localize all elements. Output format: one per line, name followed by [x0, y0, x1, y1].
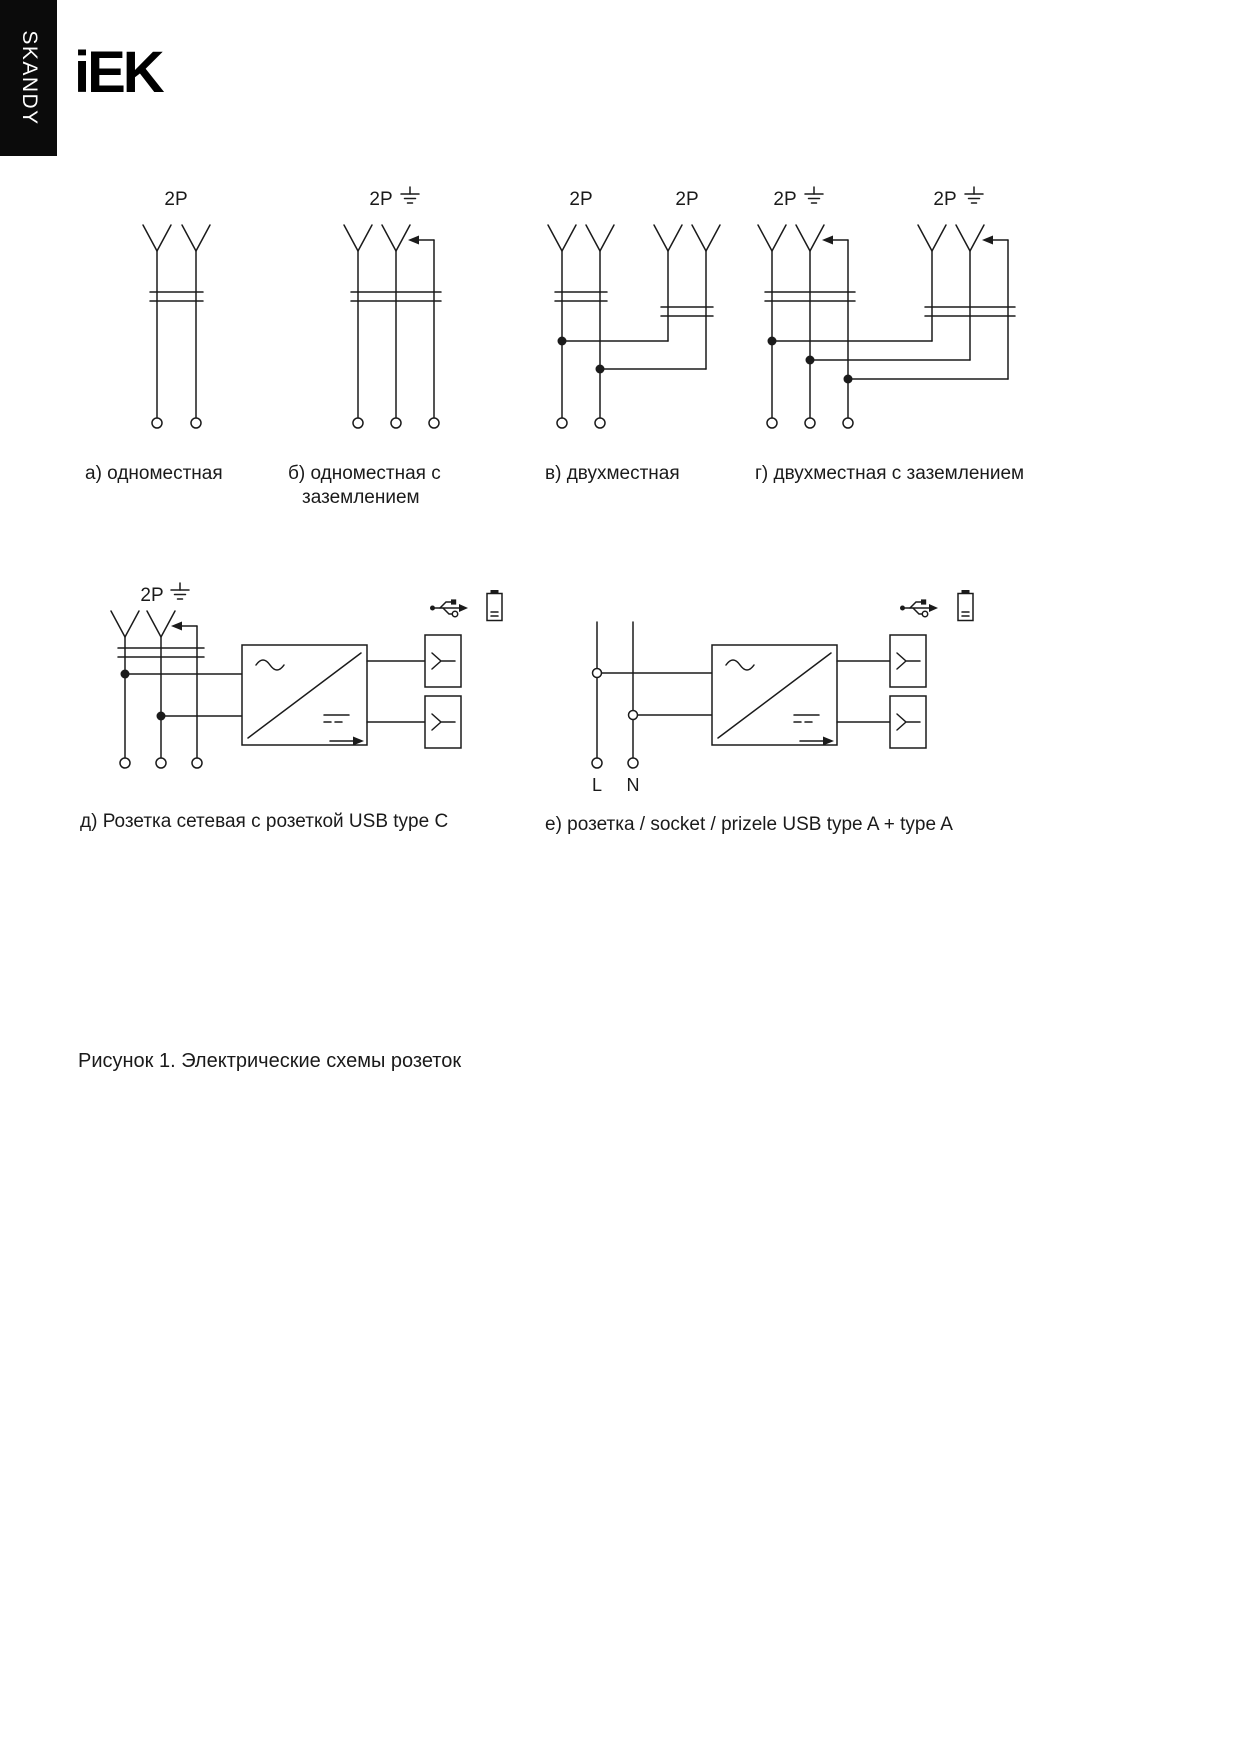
usb-symbol-icon: [430, 599, 468, 616]
terminal-icon: [120, 758, 130, 768]
contact-fork-icon: [344, 225, 372, 251]
tap-node-icon: [593, 669, 602, 678]
battery-icon: [958, 590, 973, 621]
pole-label-g-right: 2P: [933, 189, 957, 210]
contact-fork-icon: [182, 225, 210, 251]
caption-diagram-e: е) розетка / socket / prizele USB type A + type A: [545, 814, 953, 835]
junction-dot: [157, 712, 166, 721]
contact-fork-icon: [758, 225, 786, 251]
series-label: SKANDY: [17, 30, 41, 126]
terminal-icon: [595, 418, 605, 428]
caption-diagram-b-line2: заземлением: [302, 486, 420, 508]
terminal-icon: [592, 758, 602, 768]
junction-dot: [558, 337, 567, 346]
diagram-e-socket-usb-a: [592, 590, 973, 795]
contact-fork-icon: [143, 225, 171, 251]
ground-contact-arrow-icon: [982, 236, 1008, 245]
power-converter-box: [712, 645, 837, 746]
pole-label-v-left: 2P: [569, 189, 593, 210]
tap-node-icon: [629, 711, 638, 720]
ground-contact-arrow-icon: [408, 236, 434, 245]
contact-fork-icon: [956, 225, 984, 251]
terminal-icon: [353, 418, 363, 428]
caption-diagram-g: г) двухместная с заземлением: [755, 463, 1025, 484]
terminal-icon: [156, 758, 166, 768]
contact-fork-icon: [111, 611, 139, 637]
usb-port-icon: [425, 635, 461, 687]
terminal-icon: [429, 418, 439, 428]
diagram-g-double-socket-grounded: [758, 187, 1015, 428]
contact-fork-icon: [654, 225, 682, 251]
terminal-icon: [557, 418, 567, 428]
terminal-icon: [805, 418, 815, 428]
diagram-v-double-socket: [548, 189, 720, 428]
caption-diagram-v: в) двухместная: [545, 463, 680, 484]
contact-fork-icon: [918, 225, 946, 251]
contact-fork-icon: [586, 225, 614, 251]
caption-diagram-d: д) Розетка сетевая с розеткой USB type C: [80, 811, 449, 832]
usb-port-icon: [890, 696, 926, 748]
usb-port-icon: [890, 635, 926, 687]
junction-dot: [121, 670, 130, 679]
ground-icon: [805, 187, 823, 203]
ground-icon: [171, 583, 189, 599]
pole-label-v-right: 2P: [675, 189, 699, 210]
pole-label-b: 2P: [369, 189, 393, 210]
usb-port-icon: [425, 696, 461, 748]
junction-dot: [596, 365, 605, 374]
terminal-icon: [767, 418, 777, 428]
neutral-label: N: [626, 775, 640, 795]
junction-dot: [806, 356, 815, 365]
contact-fork-icon: [692, 225, 720, 251]
junction-dot: [844, 375, 853, 384]
contact-fork-icon: [147, 611, 175, 637]
pole-label-d: 2P: [140, 585, 164, 606]
ground-contact-arrow-icon: [822, 236, 848, 245]
diagram-b-single-socket-grounded: [344, 187, 441, 428]
terminal-icon: [152, 418, 162, 428]
pole-label-a: 2P: [164, 189, 188, 210]
figure-caption: Рисунок 1. Электрические схемы розеток: [78, 1050, 462, 1072]
terminal-icon: [628, 758, 638, 768]
diagram-a-single-socket: [143, 189, 210, 428]
contact-fork-icon: [796, 225, 824, 251]
diagram-d-socket-usb-c: [111, 583, 502, 768]
battery-icon: [487, 590, 502, 621]
iek-logo: iEK: [74, 40, 162, 105]
terminal-icon: [843, 418, 853, 428]
ground-contact-arrow-icon: [171, 622, 197, 631]
junction-dot: [768, 337, 777, 346]
power-converter-box: [242, 645, 367, 746]
terminal-icon: [192, 758, 202, 768]
usb-symbol-icon: [900, 599, 938, 616]
terminal-icon: [191, 418, 201, 428]
terminal-icon: [391, 418, 401, 428]
pole-label-g-left: 2P: [773, 189, 797, 210]
ground-icon: [965, 187, 983, 203]
contact-fork-icon: [548, 225, 576, 251]
line-label: L: [591, 775, 603, 795]
ground-icon: [401, 187, 419, 203]
caption-diagram-b: [288, 462, 441, 510]
contact-fork-icon: [382, 225, 410, 251]
caption-diagram-a: а) одноместная: [85, 463, 223, 484]
caption-diagram-b-line1: б) одноместная с: [288, 463, 441, 484]
